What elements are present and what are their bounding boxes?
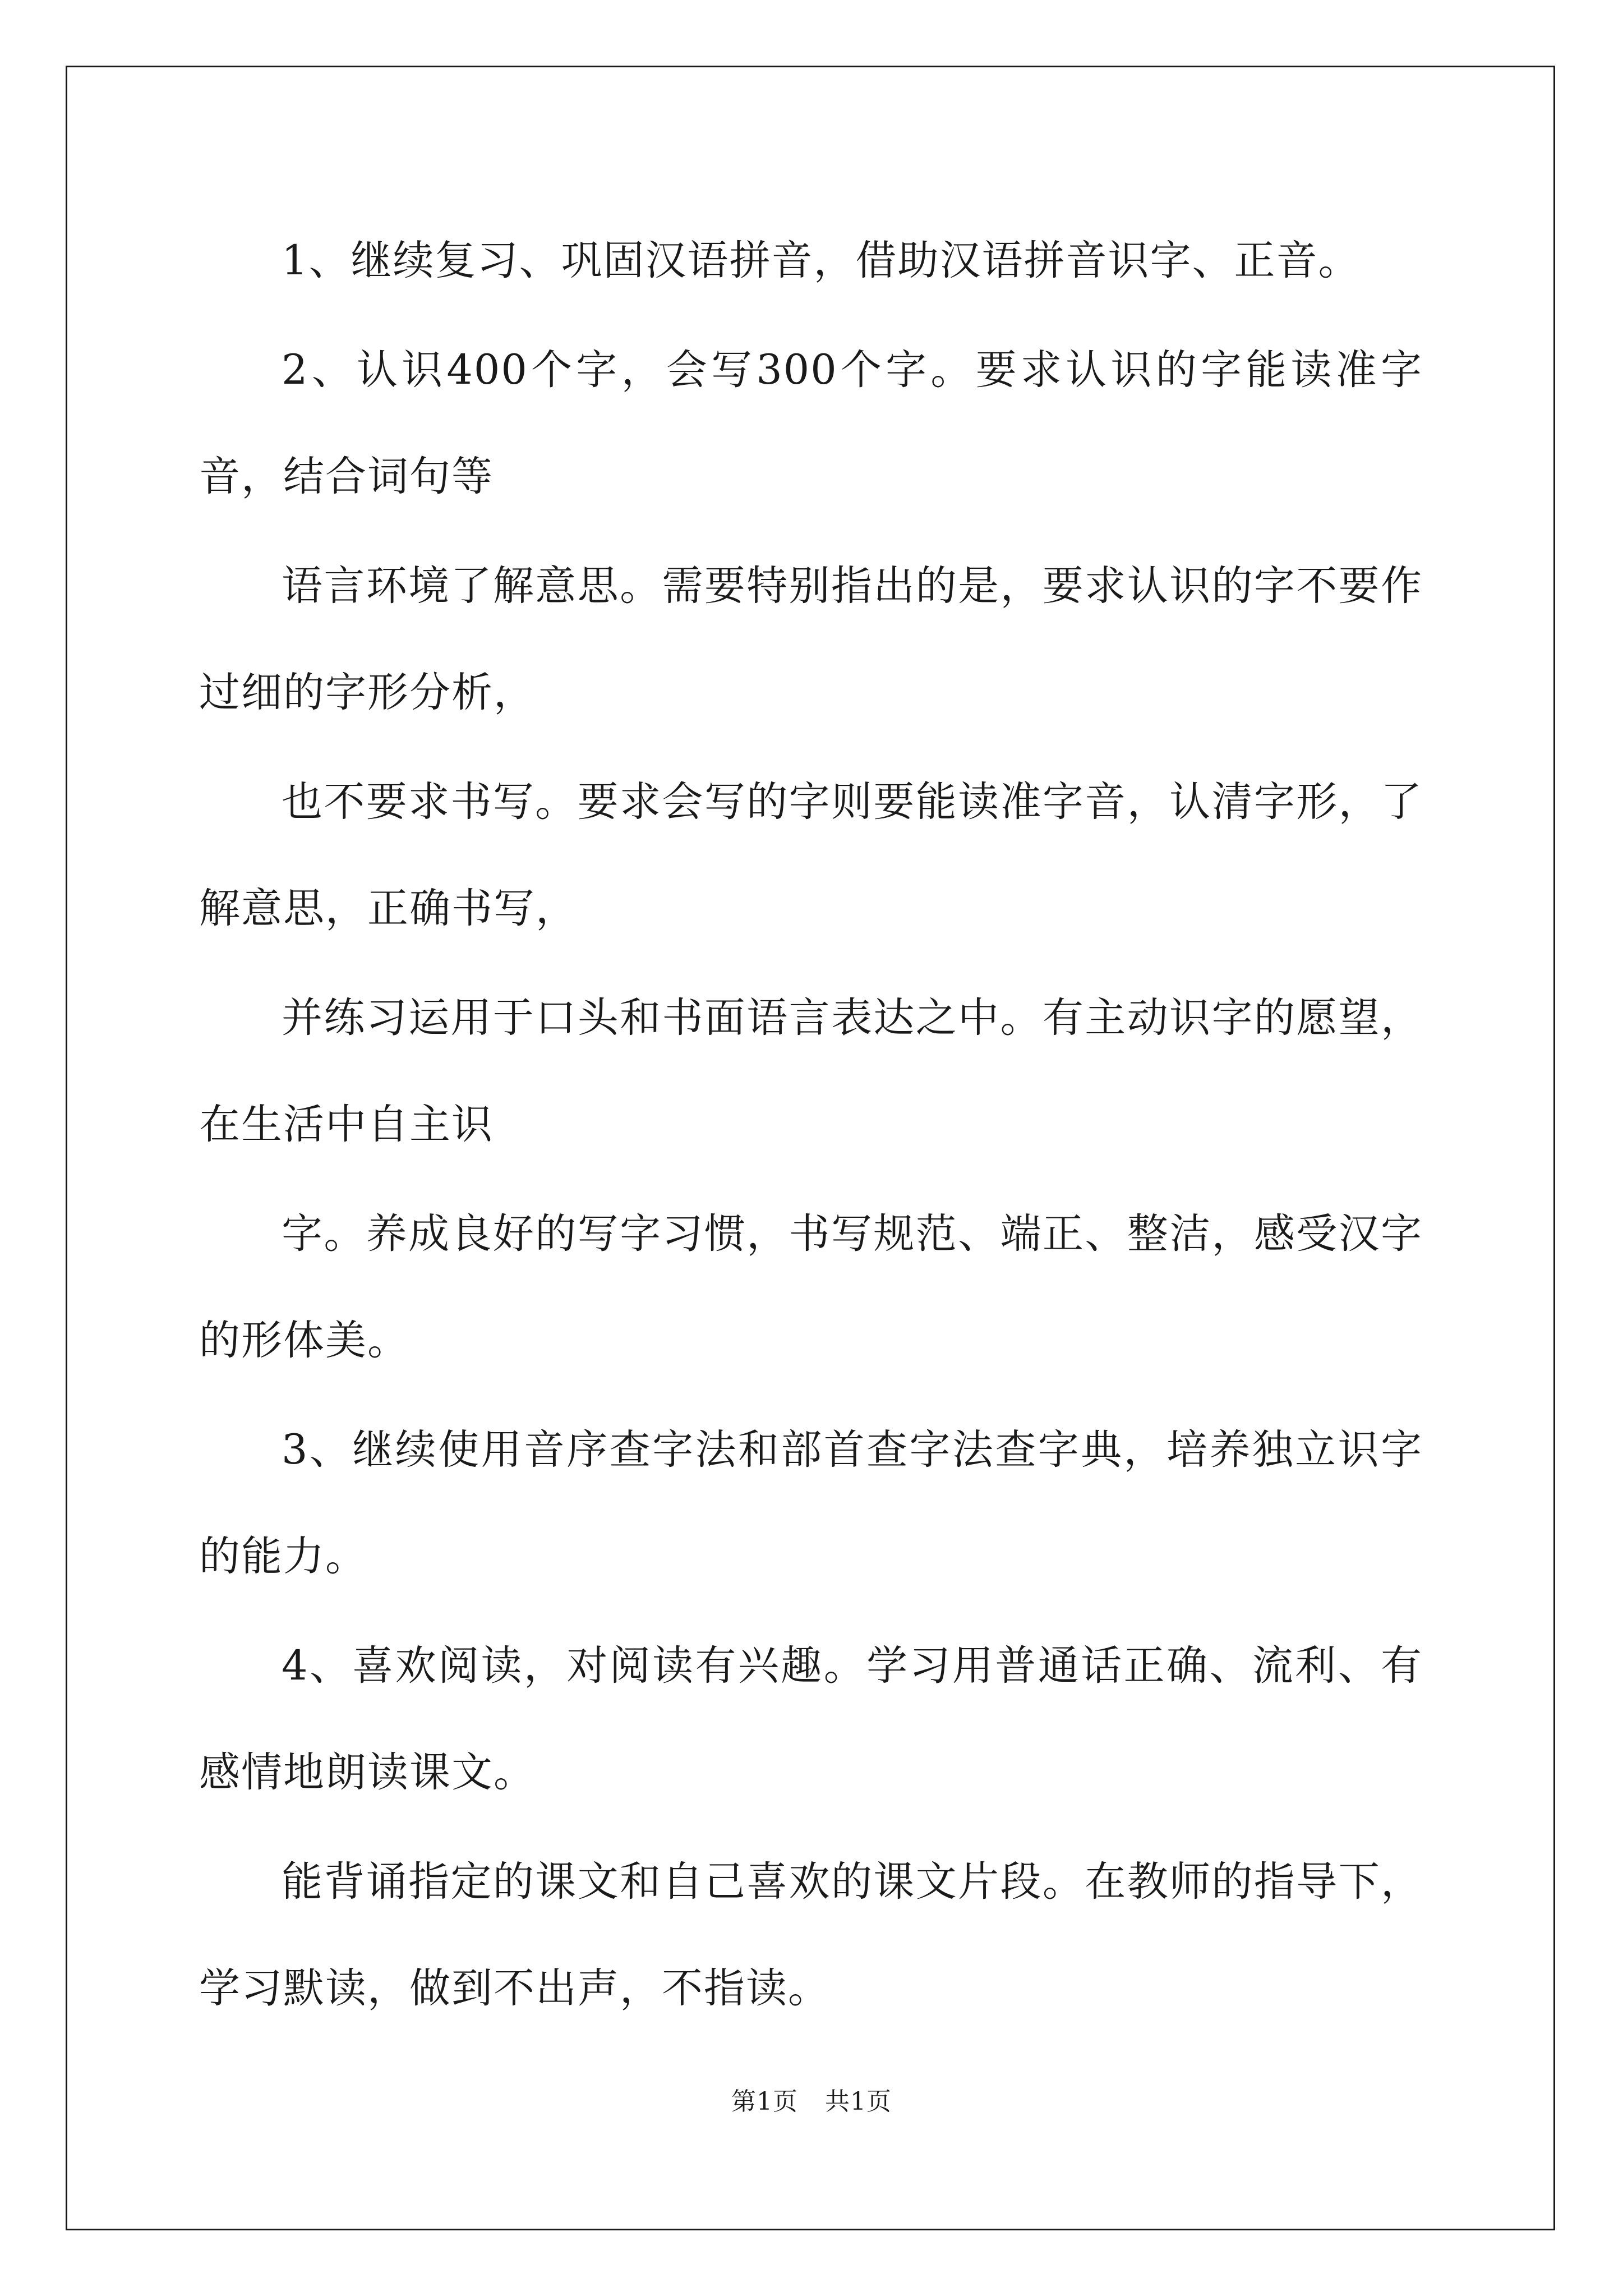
page-total: 共1页	[825, 2087, 892, 2116]
paragraph-5: 并练习运用于口头和书面语言表达之中。有主动识字的愿望，在生活中自主识	[199, 994, 1423, 1148]
page-number: 第1页	[731, 2087, 798, 2116]
paragraph-8: 4、喜欢阅读，对阅读有兴趣。学习用普通话正确、流利、有感情地朗读课文。	[199, 1642, 1423, 1796]
paragraph-1: 1、继续复习、巩固汉语拼音，借助汉语拼音识字、正音。	[282, 237, 1361, 284]
document-body	[199, 208, 1423, 2045]
paragraph-2: 2、认识400个字，会写300个字。要求认识的字能读准字音，结合词句等	[199, 346, 1423, 500]
paragraph-3: 语言环境了解意思。需要特别指出的是，要求认识的字不要作过细的字形分析，	[199, 562, 1423, 716]
page-footer	[0, 2081, 1623, 2117]
paragraph-7: 3、继续使用音序查字法和部首查字法查字典，培养独立识字的能力。	[199, 1426, 1423, 1580]
paragraph-4: 也不要求书写。要求会写的字则要能读准字音，认清字形，了解意思，正确书写，	[199, 778, 1423, 932]
paragraph-6: 字。养成良好的写字习惯，书写规范、端正、整洁，感受汉字的形体美。	[199, 1210, 1423, 1364]
paragraph-9: 能背诵指定的课文和自己喜欢的课文片段。在教师的指导下，学习默读，做到不出声，不指读。	[199, 1858, 1423, 2012]
